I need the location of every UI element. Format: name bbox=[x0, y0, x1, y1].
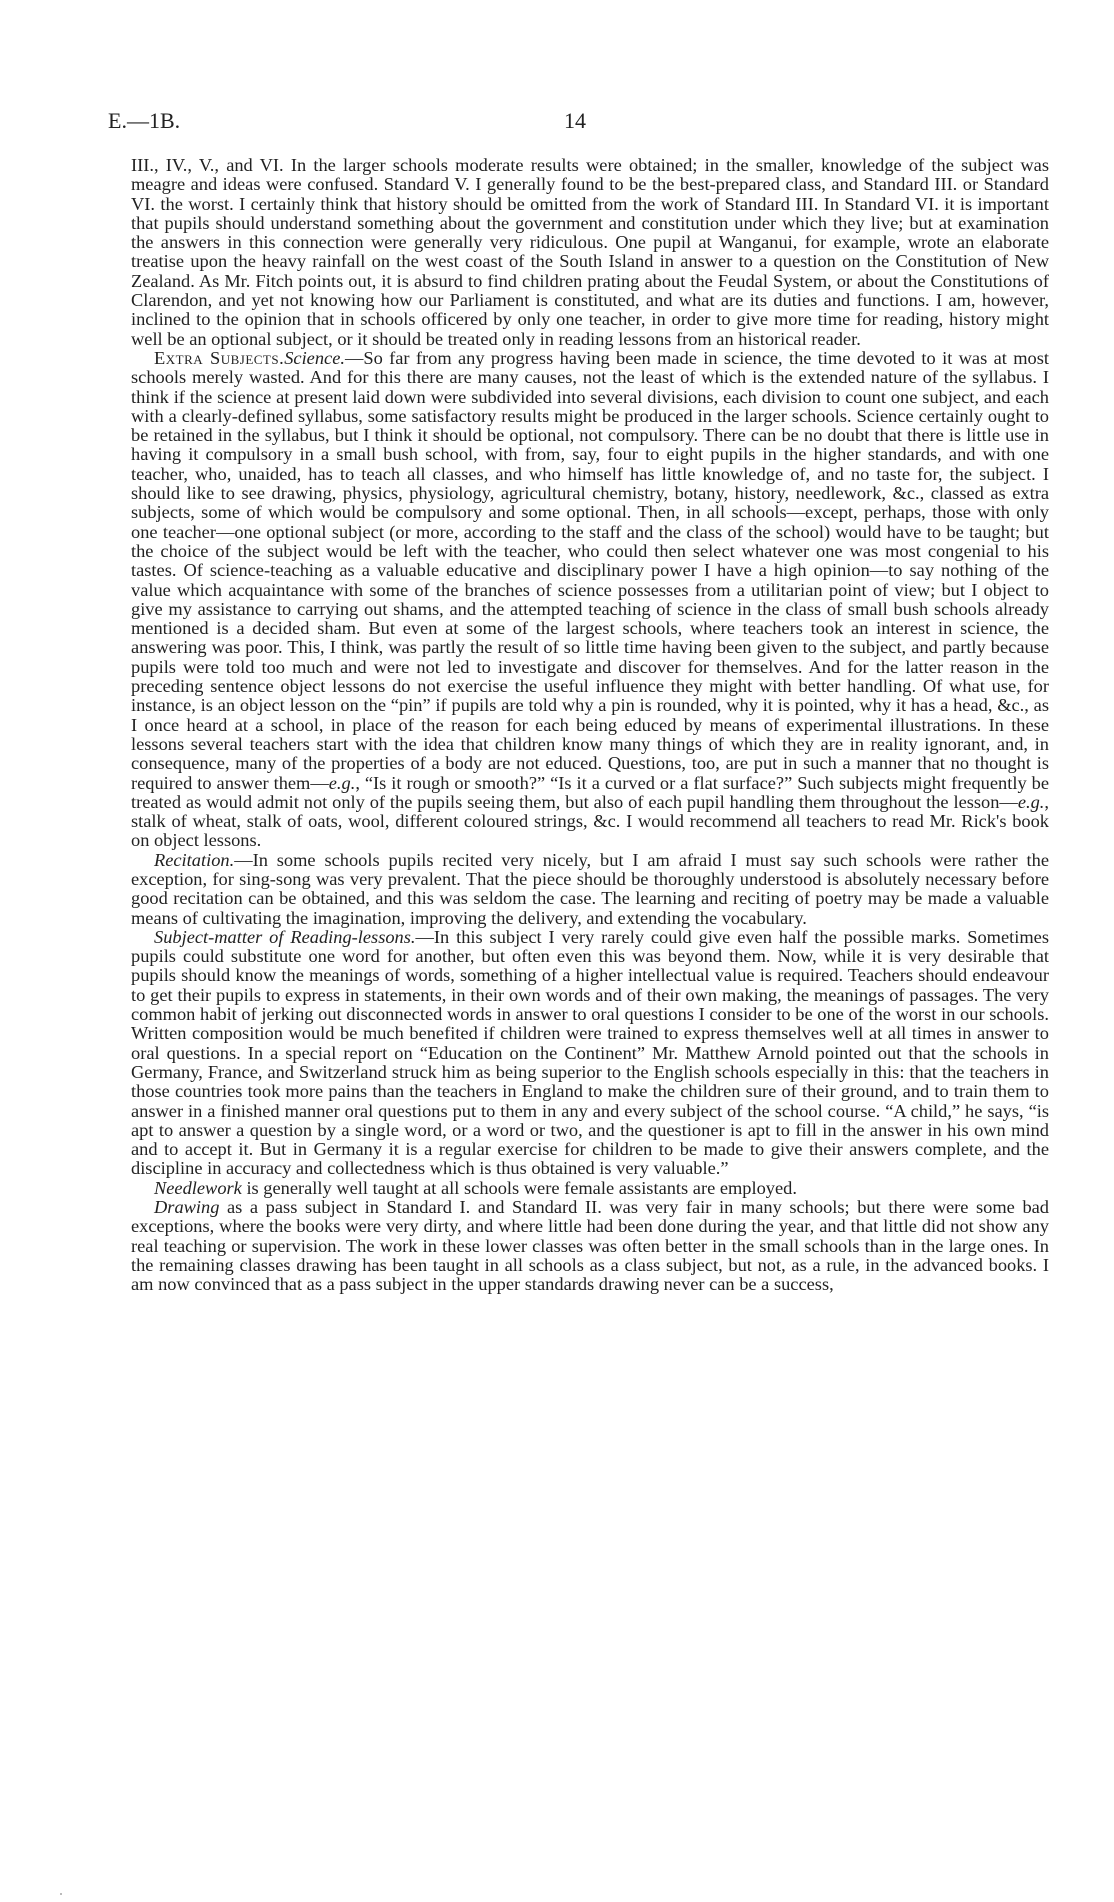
needlework-text: is generally well taught at all schools were female assistants are employed. bbox=[241, 1177, 797, 1198]
body-text bbox=[131, 156, 1049, 1295]
science-text-2: , “Is it rough or smooth?” “Is it a curved or a flat surface?” Such subjects might frequently be treated as would admit not only of the pupils seeing them, but also of each pupil handling them throughout the lesson— bbox=[131, 772, 1049, 812]
science-text-3: , stalk of wheat, stalk of oats, wool, different coloured strings, &c. I would recommend all teachers to read Mr. Rick's book on object lessons. bbox=[131, 791, 1049, 851]
extra-subjects-heading: Extra Subjects. bbox=[154, 347, 285, 368]
history-paragraph: III., IV., V., and VI. In the larger schools moderate results were obtained; in the smaller, knowledge of the subject was meagre and ideas were confused. Standard V. I generally found to be the best-prepared class, and Standard III. or Standard VI. the worst. I certainly think that history should be omitted from the work of Standard III. In Standard VI. it is important that pupils should understand something about the government and constitution under which they live; but at examination the answers in this connection were generally very ridiculous. One pupil at Wanganui, for example, wrote an elaborate treatise upon the heavy rainfall on the west coast of the South Island in answer to a question on the Constitution of New Zealand. As Mr. Fitch points out, it is absurd to find children prating about the Feudal System, or about the Constitutions of Clarendon, and yet not knowing how our Parliament is constituted, and what are its duties and functions. I am, however, inclined to the opinion that in schools officered by only one teacher, in order to give more time for reading, history might well be an optional subject, or it should be treated only in reading lessons from an historical reader. bbox=[131, 155, 1049, 349]
reading-heading: Subject-matter of Reading-lessons. bbox=[154, 926, 416, 947]
margin-mark bbox=[60, 1893, 62, 1895]
science-eg-1: e.g. bbox=[328, 772, 356, 793]
recitation-text: —In some schools pupils recited very nicely, but I am afraid I must say such schools were rather the exception, for sing-song was very prevalent. That the piece should be thoroughly understood is absolutely necessary before good recitation can be obtained, and this was seldom the case. The learning and reciting of poetry may be made a valuable means of cultivating the imagination, improving the delivery, and extending the vocabulary. bbox=[131, 849, 1049, 928]
science-heading: Science. bbox=[284, 347, 345, 368]
drawing-heading: Drawing bbox=[154, 1197, 220, 1218]
page-header bbox=[108, 108, 1042, 144]
science-paragraph bbox=[131, 349, 1049, 851]
drawing-text: as a pass subject in Standard I. and Standard II. was very fair in many schools; but there were some bad exceptions, where the books were very dirty, and where little had been done during the year, and that little did not show any real teaching or supervision. The work in these lower classes was often better in the small schools than in the large ones. In the remaining classes drawing has been taught in all schools as a class subject, but not, as a rule, in the advanced books. I am now convinced that as a pass subject in the upper standards drawing never can be a success, bbox=[131, 1197, 1049, 1295]
reading-text: —In this subject I very rarely could give even half the possible marks. Sometimes pupils could substitute one word for another, but often even this was beyond them. Now, while it is very desirable that pupils should know the meanings of words, something of a higher intellectual value is required. Teachers should endeavour to get their pupils to express in statements, in their own words and of their own making, the meanings of passages. The very common habit of jerking out disconnected words in answer to oral questions I consider to be one of the worst in our schools. Written composition would be much benefited if children were trained to express themselves well at all times in answer to oral questions. In a special report on “Education on the Continent” Mr. Matthew Arnold pointed out that the schools in Germany, France, and Switzerland struck him as being superior to the English schools especially in this: that the teachers in those countries took more pains than the teachers in England to make the children sure of their ground, and to train them to answer in a finished manner oral questions put to them in any and every subject of the school course. “A child,” he says, “is apt to answer a question by a single word, or a word or two, and the questioner is apt to fill in the answer in his own mind and to accept it. But in Germany it is a regular exercise for children to be made to give their answers complete, and the discipline in accuracy and collectedness which is thus obtained is very valuable.” bbox=[131, 926, 1049, 1179]
needlework-heading: Needlework bbox=[154, 1177, 242, 1198]
science-eg-2: e.g. bbox=[1017, 791, 1045, 812]
needlework-paragraph bbox=[131, 1179, 1049, 1198]
document-code: E.—1B. bbox=[108, 108, 181, 133]
recitation-heading: Recitation. bbox=[154, 849, 235, 870]
recitation-paragraph bbox=[131, 851, 1049, 928]
page-number: 14 bbox=[564, 108, 586, 133]
drawing-paragraph bbox=[131, 1198, 1049, 1294]
science-text: —So far from any progress having been made in science, the time devoted to it was at most schools merely wasted. And for this there are many causes, not the least of which is the extended nature of the syllabus. I think if the science at present laid down were subdivided into several divisions, each division to count one subject, and each with a clearly-defined syllabus, some satisfactory results might be produced in the larger schools. Science certainly ought to be retained in the syllabus, but I think it should be optional, not compulsory. There can be no doubt that there is little use in having it compulsory in a small bush school, with from, say, four to eight pupils in the higher standards, and with one teacher, who, unaided, has to teach all classes, and who himself has little knowledge of, and no taste for, the subject. I should like to see drawing, physics, physiology, agricultural chemistry, botany, history, needlework, &c., classed as extra subjects, some of which would be compulsory and some optional. Then, in all schools—except, perhaps, those with only one teacher—one optional subject (or more, according to the staff and the class of the school) would have to be taught; but the choice of the subject would be left with the teacher, who could then select whatever one was most congenial to his tastes. Of science-teaching as a valuable educative and disciplinary power I have a high opinion—to say nothing of the value which acquaintance with some of the branches of science possesses from a utilitarian point of view; but I object to give my assistance to carrying out shams, and the attempted teaching of science in the class of small bush schools already mentioned is a decided sham. But even at some of the largest schools, where teachers took an interest in science, the answering was poor. This, I think, was partly the result of so little time having been given to the subject, and partly because pupils were told too much and were not led to investigate and discover for themselves. And for the latter reason in the preceding sentence object lessons do not exercise the useful influence they might with better handling. Of what use, for instance, is an object lesson on the “pin” if pupils are told why a pin is rounded, why it is pointed, why it has a head, &c., as I once heard at a school, in place of the reason for each being educed by means of experimental illustrations. In these lessons several teachers start with the idea that children know many things of which they are in reality ignorant, and, in consequence, many of the properties of a body are not educed. Questions, too, are put in such a manner that no thought is required to answer them— bbox=[131, 347, 1050, 793]
reading-paragraph bbox=[131, 928, 1049, 1179]
